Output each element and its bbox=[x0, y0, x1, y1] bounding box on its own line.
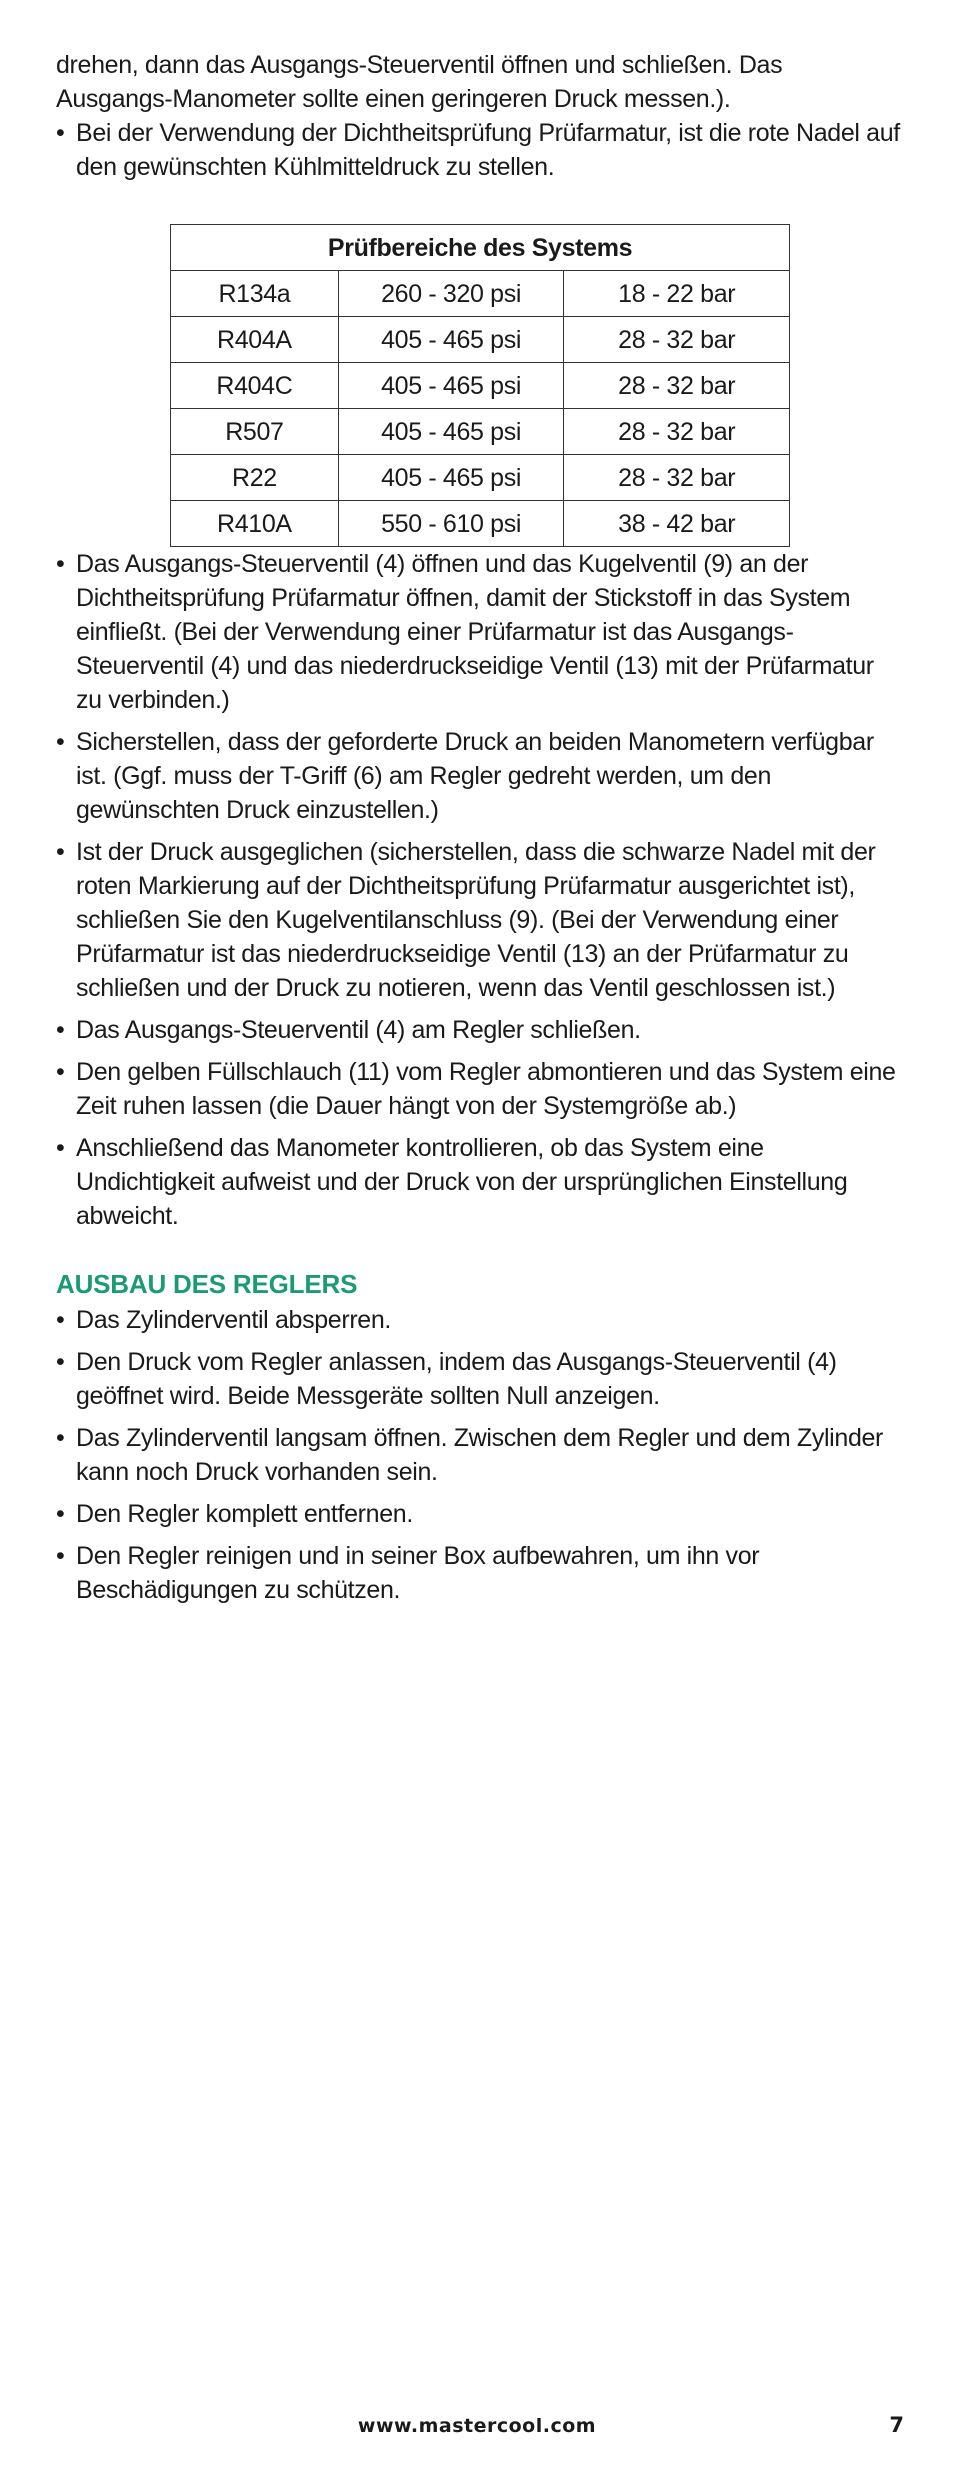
bar-cell: 28 - 32 bar bbox=[564, 409, 790, 455]
footer-url: www.mastercool.com bbox=[357, 2415, 597, 2437]
test-range-table-wrapper bbox=[170, 224, 790, 547]
table-row bbox=[171, 455, 790, 501]
table-row bbox=[171, 409, 790, 455]
psi-cell: 260 - 320 psi bbox=[338, 271, 564, 317]
table-row bbox=[171, 317, 790, 363]
bar-cell: 18 - 22 bar bbox=[564, 271, 790, 317]
psi-cell: 405 - 465 psi bbox=[338, 363, 564, 409]
bullet-list-top bbox=[56, 116, 906, 184]
psi-cell: 405 - 465 psi bbox=[338, 455, 564, 501]
table-row bbox=[171, 501, 790, 547]
page-number: 7 bbox=[889, 2413, 904, 2437]
psi-cell: 550 - 610 psi bbox=[338, 501, 564, 547]
list-item: • Das Zylinderventil absperren. bbox=[56, 1303, 906, 1337]
table-row bbox=[171, 363, 790, 409]
psi-cell: 405 - 465 psi bbox=[338, 409, 564, 455]
refrigerant-cell: R507 bbox=[171, 409, 339, 455]
section-heading-regulator-removal: AUSBAU DES REGLERS bbox=[56, 1269, 358, 1299]
intro-line-2: Ausgangs-Manometer sollte einen geringeren Druck messen.). bbox=[56, 85, 731, 113]
bar-cell: 38 - 42 bar bbox=[564, 501, 790, 547]
list-item: • Ist der Druck ausgeglichen (sicherstellen, dass die schwarze Nadel mit der roten Markierung auf der Dichtheitsprüfung Prüfarmatur ausgerichtet ist), schließen Sie den Kugelventilanschluss (9). (Bei der Verwendung einer Prüfarmatur ist das niederdruckseidige Ventil (13) an der Prüfarmatur zu schließen und der Druck zu notieren, wenn das Ventil geschlossen ist.) bbox=[56, 835, 906, 1005]
table-header-row bbox=[171, 225, 790, 271]
page-content bbox=[56, 48, 906, 1615]
bullet-list-removal bbox=[56, 1303, 906, 1607]
list-item: • Das Ausgangs-Steuerventil (4) öffnen und das Kugelventil (9) an der Dichtheitsprüfung Prüfarmatur öffnen, damit der Stickstoff in das System einfließt. (Bei der Verwendung einer Prüfarmatur ist das Ausgangs-Steuerventil (4) und das niederdruckseidige Ventil (13) mit der Prüfarmatur zu verbinden.) bbox=[56, 547, 906, 717]
list-item: • Den Regler komplett entfernen. bbox=[56, 1497, 906, 1531]
bar-cell: 28 - 32 bar bbox=[564, 455, 790, 501]
table-row bbox=[171, 271, 790, 317]
intro-line-1: drehen, dann das Ausgangs-Steuerventil öffnen und schließen. Das bbox=[56, 51, 783, 79]
list-item: • Den Druck vom Regler anlassen, indem das Ausgangs-Steuerventil (4) geöffnet wird. Beide Messgeräte sollten Null anzeigen. bbox=[56, 1345, 906, 1413]
list-item: • Bei der Verwendung der Dichtheitsprüfung Prüfarmatur, ist die rote Nadel auf den gewünschten Kühlmitteldruck zu stellen. bbox=[56, 116, 906, 184]
refrigerant-cell: R134a bbox=[171, 271, 339, 317]
list-item: • Das Ausgangs-Steuerventil (4) am Regler schließen. bbox=[56, 1013, 906, 1047]
list-item: • Anschließend das Manometer kontrollieren, ob das System eine Undichtigkeit aufweist und der Druck von der ursprünglichen Einstellung abweicht. bbox=[56, 1131, 906, 1233]
bar-cell: 28 - 32 bar bbox=[564, 363, 790, 409]
list-item: • Sicherstellen, dass der geforderte Druck an beiden Manometern verfügbar ist. (Ggf. muss der T-Griff (6) am Regler gedreht werden, um den gewünschten Druck einzustellen.) bbox=[56, 725, 906, 827]
list-item: • Den Regler reinigen und in seiner Box aufbewahren, um ihn vor Beschädigungen zu schützen. bbox=[56, 1539, 906, 1607]
refrigerant-cell: R22 bbox=[171, 455, 339, 501]
list-item: • Das Zylinderventil langsam öffnen. Zwischen dem Regler und dem Zylinder kann noch Druck vorhanden sein. bbox=[56, 1421, 906, 1489]
refrigerant-cell: R404A bbox=[171, 317, 339, 363]
table-title: Prüfbereiche des Systems bbox=[171, 225, 790, 271]
psi-cell: 405 - 465 psi bbox=[338, 317, 564, 363]
bar-cell: 28 - 32 bar bbox=[564, 317, 790, 363]
refrigerant-cell: R404C bbox=[171, 363, 339, 409]
test-range-table bbox=[170, 224, 790, 547]
refrigerant-cell: R410A bbox=[171, 501, 339, 547]
bullet-list-main bbox=[56, 547, 906, 1233]
list-item: • Den gelben Füllschlauch (11) vom Regler abmontieren und das System eine Zeit ruhen lassen (die Dauer hängt von der Systemgröße ab.) bbox=[56, 1055, 906, 1123]
